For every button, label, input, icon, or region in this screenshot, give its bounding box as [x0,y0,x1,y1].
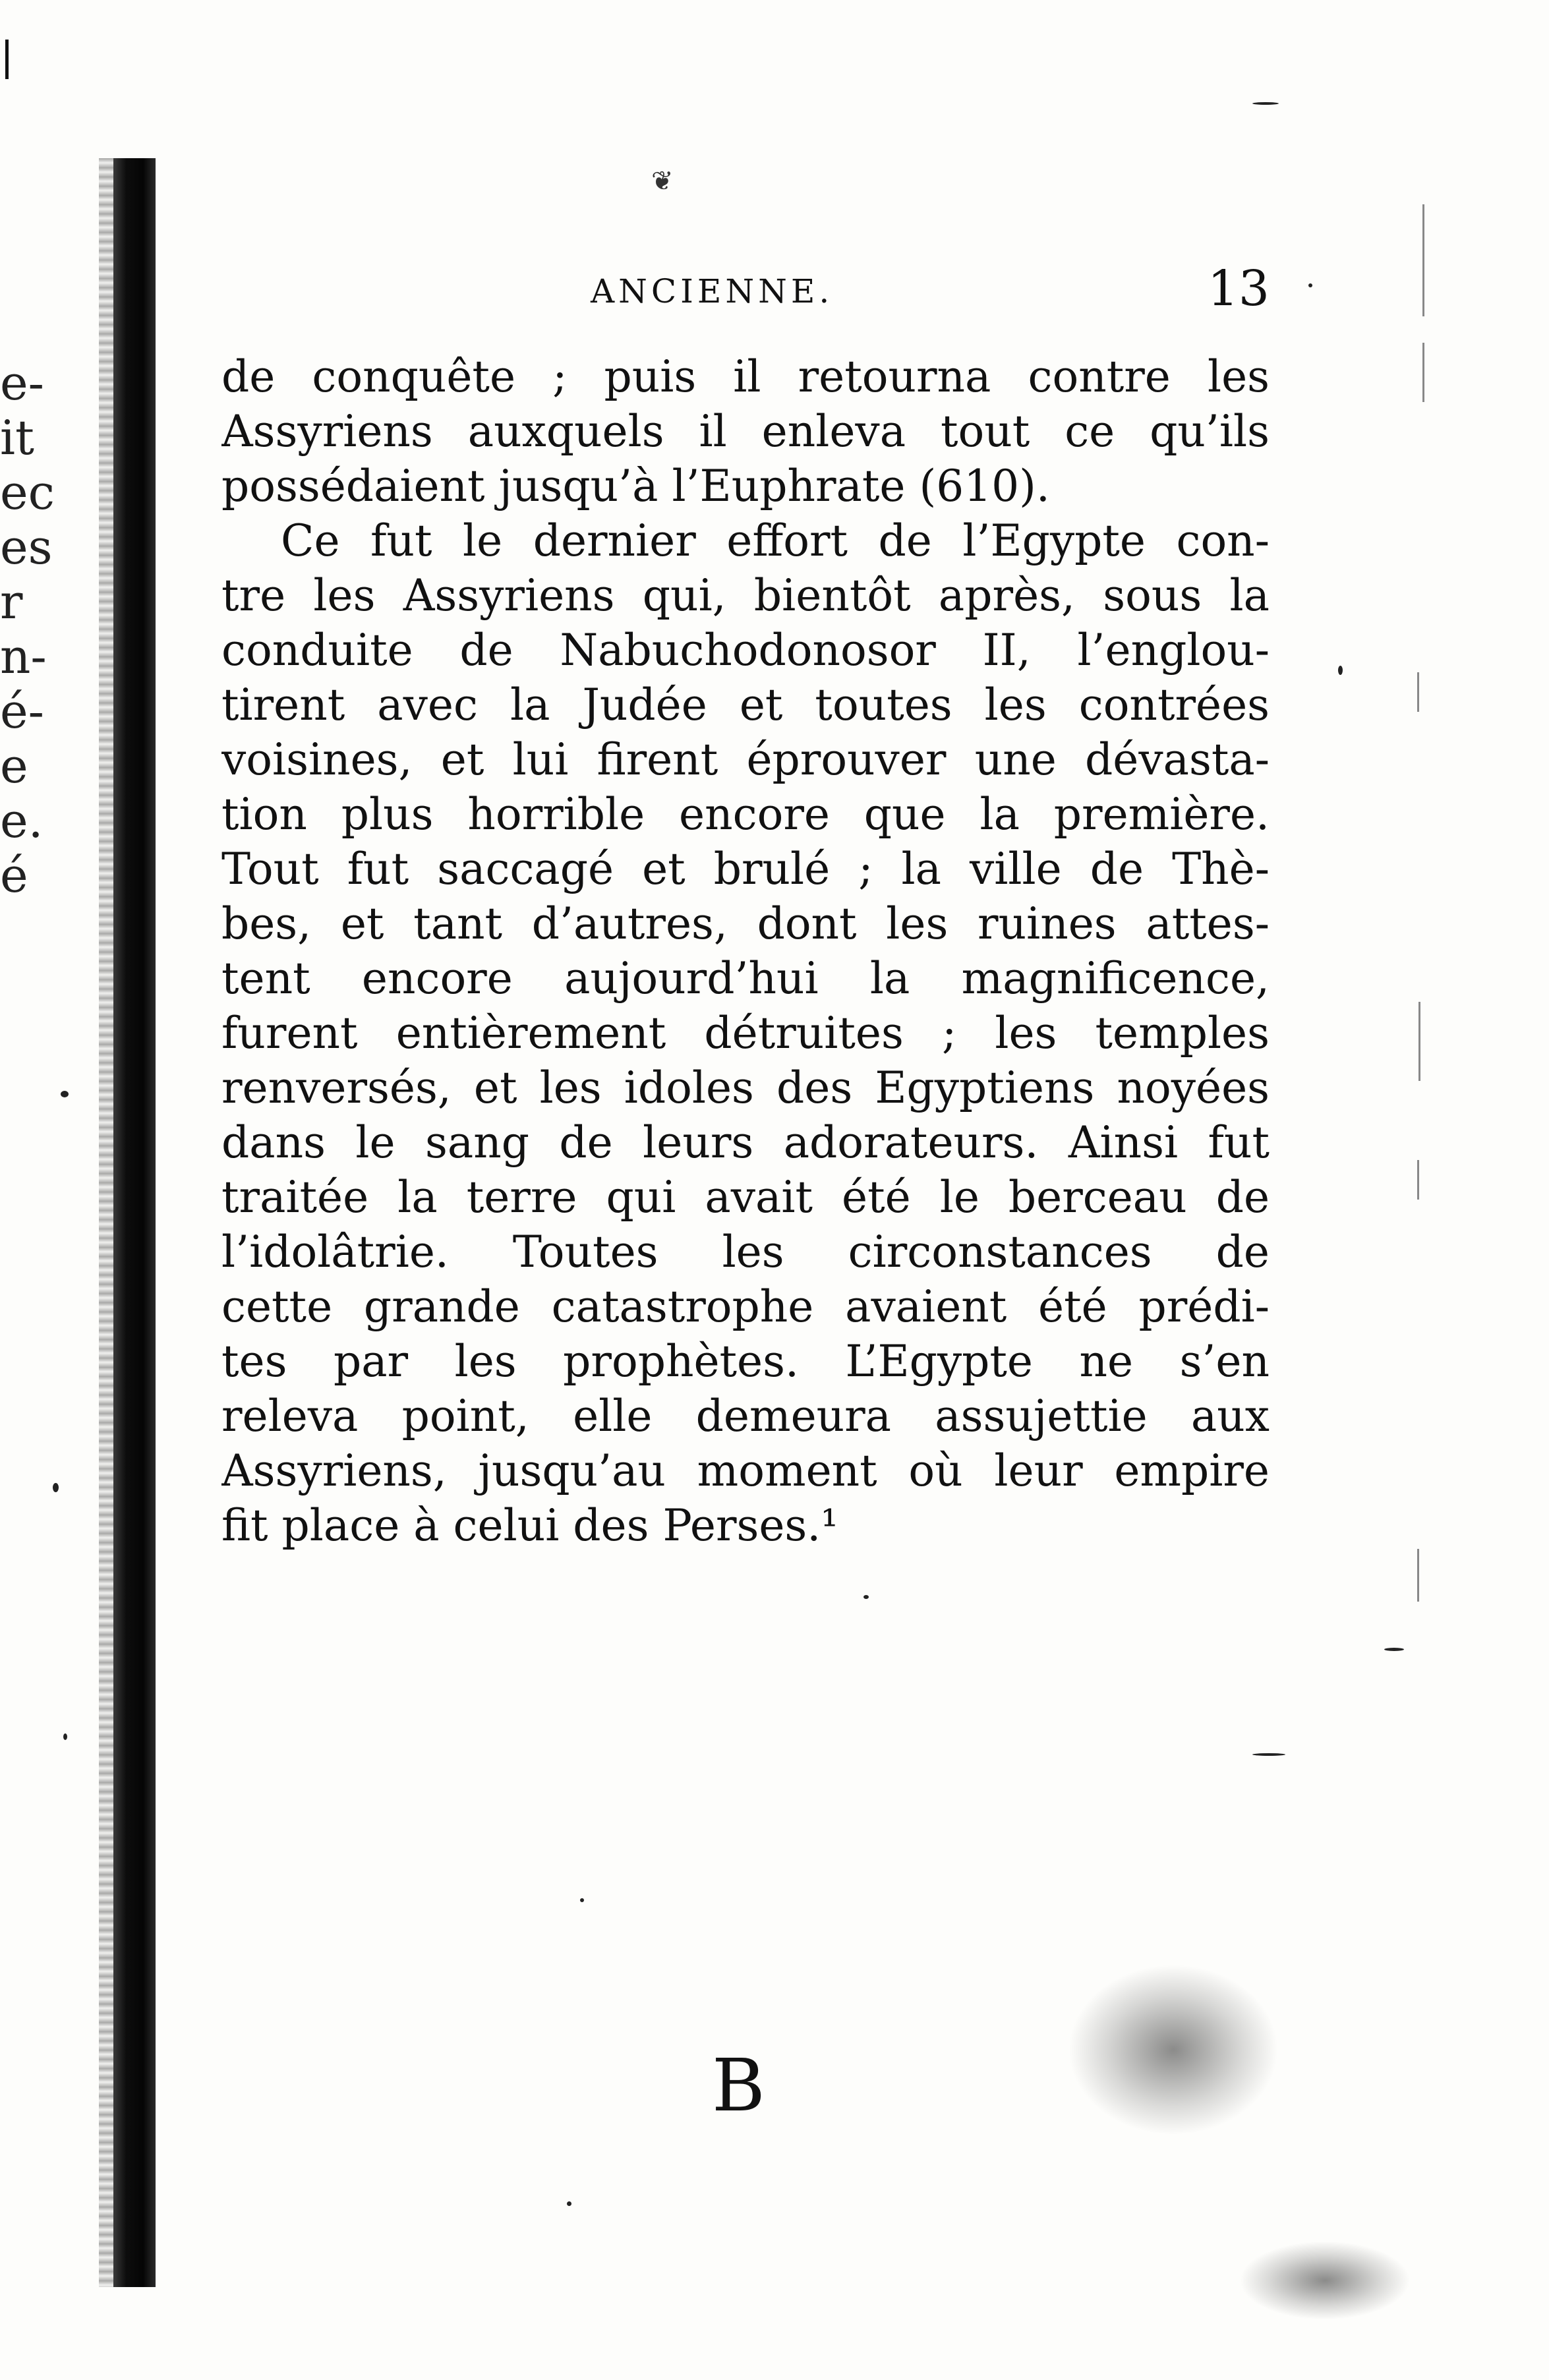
text-line: dans le sang de leurs adorateurs. Ainsi fut [221,1117,1270,1168]
text-line: tirent avec la Judée et toutes les contrées [221,680,1270,730]
scan-speck [1252,1753,1285,1756]
fragment-line: ec [0,465,55,520]
text-line: Assyriens, jusqu’au moment où leur empire [221,1445,1270,1496]
scan-speck [53,1483,59,1492]
scan-speck [61,1091,69,1097]
text-line: de conquête ; puis il retourna contre les [221,351,1270,402]
fragment-line: e- [0,356,44,411]
scan-speck [863,1595,869,1599]
text-line: tes par les prophètes. L’Egypte ne s’en [221,1336,1270,1387]
scan-speck [1308,283,1312,287]
fragment-line: e [0,739,28,794]
binding-gutter [113,158,156,2287]
body-text [221,349,1270,1553]
text-line: tent encore aujourd’hui la magnificence, [221,953,1270,1004]
scan-artifact [1422,343,1424,402]
binding-shadow [99,158,113,2287]
text-line: renversés, et les idoles des Egyptiens noyées [221,1062,1270,1113]
scan-speck [567,2201,571,2206]
text-line: Tout fut saccagé et brulé ; la ville de Thè- [221,844,1270,894]
adjacent-page-fragments [0,356,73,903]
running-head [221,260,1270,320]
scan-smudge [1239,2241,1411,2320]
scan-artifact [1417,1549,1419,1602]
scan-speck [63,1733,67,1740]
text-line: tion plus horrible encore que la première. [221,789,1270,840]
text-line: cette grande catastrophe avaient été prédi- [221,1281,1270,1332]
text-line: traitée la terre qui avait été le berceau de [221,1172,1270,1223]
fragment-line: es [0,520,53,575]
ornament-icon: ❦ [651,166,674,196]
scan-speck [1252,102,1279,105]
page-number: 13 [1207,260,1270,317]
scan-artifact [1417,672,1419,712]
signature-mark: B [712,2043,765,2128]
text-line: releva point, elle demeura assujettie aux [221,1391,1270,1441]
text-line: furent entièrement détruites ; les temples [221,1008,1270,1059]
scan-artifact [1422,204,1424,316]
fragment-line: e. [0,794,44,848]
text-line: Assyriens auxquels il enleva tout ce qu’ils [221,406,1270,457]
scan-smudge [1068,1964,1279,2135]
text-line: fit place à celui des Perses.¹ [221,1500,838,1551]
text-line: tre les Assyriens qui, bientôt après, sous la [221,570,1270,621]
scan-artifact [1418,1002,1420,1081]
paragraph-first-line: Ce fut le dernier effort de l’Egypte con- [281,515,1270,566]
text-line: voisines, et lui firent éprouver une dévasta- [221,734,1270,785]
scan-edge-mark [5,40,9,79]
fragment-line: n- [0,629,47,684]
running-title: ANCIENNE. [591,272,834,310]
fragment-line: é- [0,684,44,739]
scan-speck [1338,666,1343,675]
scan-speck [1384,1648,1404,1651]
fragment-line: r [0,575,23,629]
text-line: possédaient jusqu’à l’Euphrate (610). [221,461,1050,511]
fragment-line: é [0,848,28,903]
fragment-line: it [0,411,34,465]
scan-artifact [1417,1160,1419,1200]
text-line: l’idolâtrie. Toutes les circonstances de [221,1227,1270,1277]
text-line: bes, et tant d’autres, dont les ruines attes- [221,898,1270,949]
scan-speck [580,1898,584,1902]
text-line: conduite de Nabuchodonosor II, l’englou- [221,625,1270,676]
